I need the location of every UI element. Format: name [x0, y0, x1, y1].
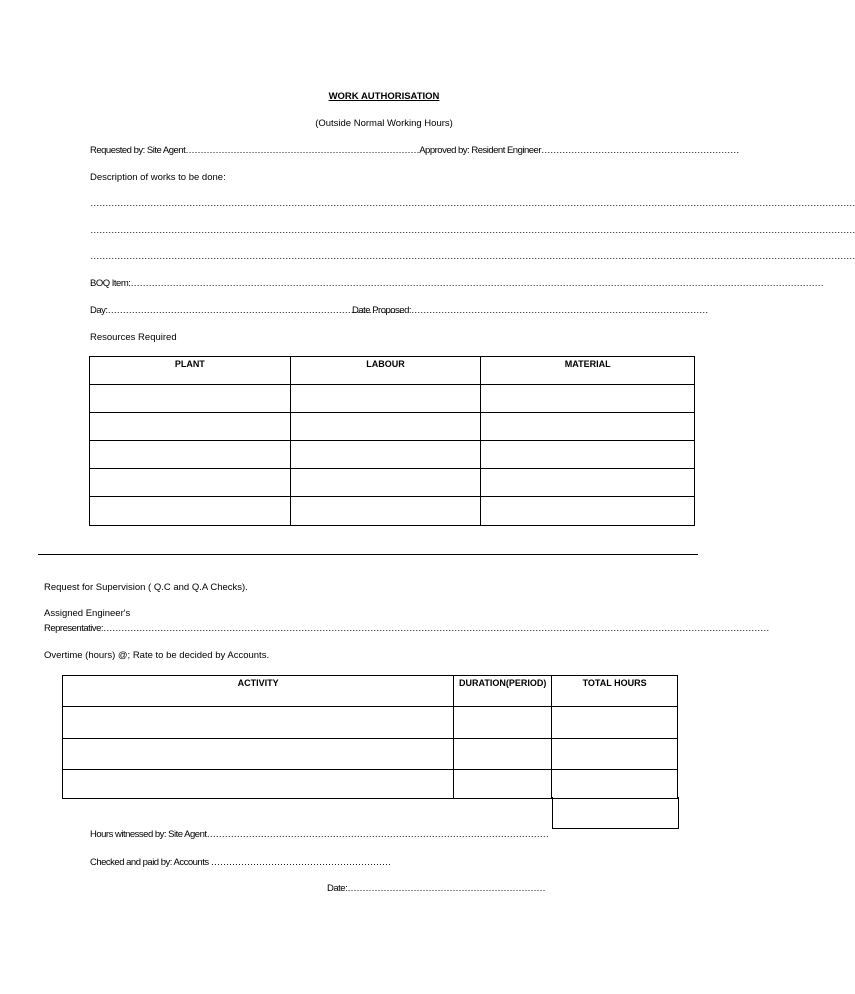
table-cell[interactable]	[63, 707, 454, 739]
table-cell[interactable]	[552, 739, 678, 770]
table-cell[interactable]	[552, 707, 678, 739]
description-line-2: …………………………………………………………………………………………………………………………………………………………………………………………………………………………………	[90, 225, 855, 236]
table-cell[interactable]	[552, 770, 678, 799]
table-cell[interactable]	[290, 441, 481, 469]
table-cell[interactable]	[290, 385, 481, 413]
table-cell[interactable]	[63, 739, 454, 770]
overtime-note: Overtime (hours) @; Rate to be decided by Accounts.	[44, 650, 270, 661]
page-subtitle: (Outside Normal Working Hours)	[315, 118, 453, 129]
description-line-1: …………………………………………………………………………………………………………………………………………………………………………………………………………………………………	[90, 198, 855, 209]
table-cell[interactable]	[481, 497, 695, 526]
hours-witnessed-line: Hours witnessed by: Site Agent……………………………………………………………………………………………………	[90, 829, 549, 840]
page-title: WORK AUTHORISATION	[328, 91, 440, 102]
overtime-table	[62, 675, 678, 799]
description-label: Description of works to be done:	[90, 172, 226, 183]
table-cell[interactable]	[481, 385, 695, 413]
requested-by-line: Requested by: Site Agent……………………………………………………………………Approved by: Resident Engineer…………………………………………………………	[90, 145, 739, 156]
table-cell[interactable]	[290, 413, 481, 441]
resources-header-plant: PLANT	[90, 357, 291, 385]
table-cell[interactable]	[481, 441, 695, 469]
date-proposed-line: Date Proposed:………………………………………………………………………………………	[352, 305, 709, 316]
date-line: Date:…………………………………………………………	[327, 883, 546, 894]
section-divider	[38, 554, 698, 555]
table-row	[90, 441, 695, 469]
resources-table	[89, 356, 695, 526]
table-row	[63, 770, 678, 799]
checked-paid-line: Checked and paid by: Accounts ……………………………………………………	[90, 857, 391, 868]
table-cell[interactable]	[481, 413, 695, 441]
assigned-engineer-label: Assigned Engineer's	[44, 608, 131, 619]
overtime-header-activity: ACTIVITY	[63, 676, 454, 707]
table-cell[interactable]	[454, 707, 552, 739]
overtime-header-total-hours: TOTAL HOURS	[552, 676, 678, 707]
table-cell[interactable]	[63, 770, 454, 799]
table-cell[interactable]	[290, 497, 481, 526]
table-cell[interactable]	[90, 469, 291, 497]
resources-label: Resources Required	[90, 332, 177, 343]
supervision-request: Request for Supervision ( Q.C and Q.A Checks).	[44, 582, 248, 593]
table-row	[63, 739, 678, 770]
table-row	[90, 385, 695, 413]
table-cell[interactable]	[90, 497, 291, 526]
resources-header-labour: LABOUR	[290, 357, 481, 385]
table-cell[interactable]	[90, 441, 291, 469]
table-cell[interactable]	[454, 739, 552, 770]
table-row	[90, 497, 695, 526]
representative-line: Representative:……………………………………………………………………………………………………………………………………………………………………………………………………	[44, 623, 770, 634]
total-hours-sum-cell[interactable]	[552, 797, 679, 829]
table-row	[90, 413, 695, 441]
overtime-header-duration: DURATION(PERIOD)	[454, 676, 552, 707]
resources-header-material: MATERIAL	[481, 357, 695, 385]
table-cell[interactable]	[290, 469, 481, 497]
description-line-3: …………………………………………………………………………………………………………………………………………………………………………………………………………………………………	[90, 251, 855, 262]
boq-item-line: BOQ Item:……………………………………………………………………………………………………………………………………………………………………………………………………………	[90, 278, 824, 289]
table-cell[interactable]	[90, 413, 291, 441]
table-cell[interactable]	[90, 385, 291, 413]
table-row	[90, 469, 695, 497]
table-row	[63, 707, 678, 739]
table-cell[interactable]	[454, 770, 552, 799]
table-cell[interactable]	[481, 469, 695, 497]
day-line: Day:………………………………………………………………………………………	[90, 305, 405, 316]
